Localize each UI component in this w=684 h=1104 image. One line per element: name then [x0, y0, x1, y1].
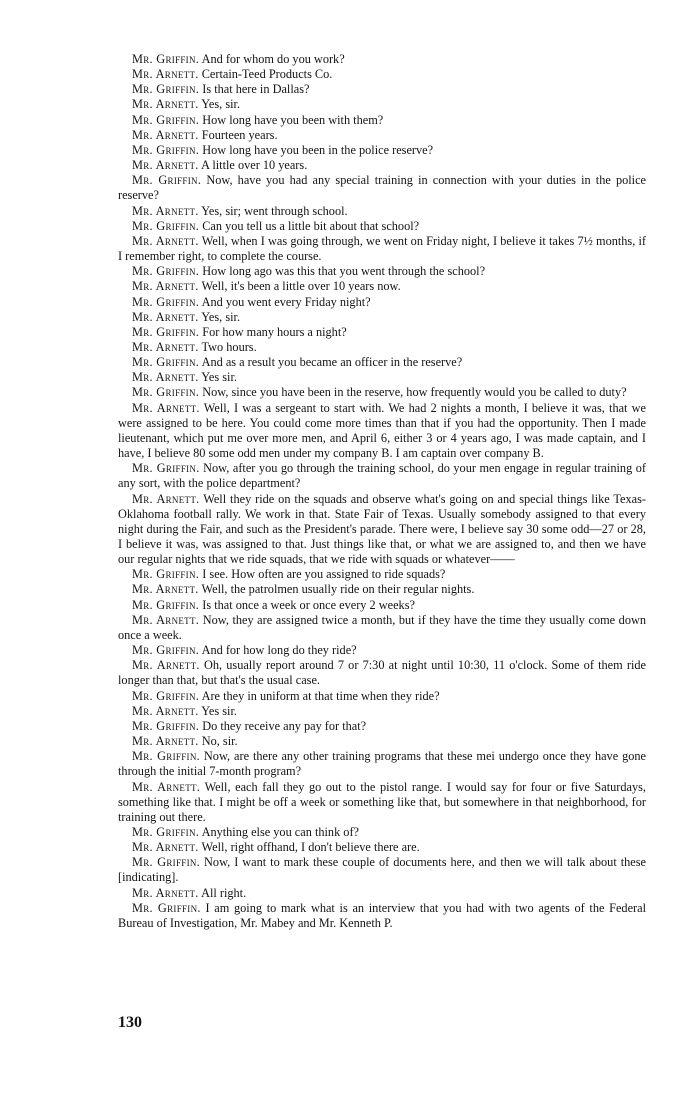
testimony-paragraph [118, 401, 646, 462]
speaker-label: Mr. Griffin. [132, 900, 201, 915]
testimony-paragraph [118, 492, 646, 568]
testimony-transcript [118, 52, 646, 931]
statement-text: Yes sir. [201, 703, 237, 718]
speaker-label: Mr. Arnett. [132, 840, 199, 855]
statement-text: How long have you been with them? [202, 112, 384, 127]
statement-text: For how many hours a night? [202, 324, 347, 339]
testimony-paragraph [118, 704, 646, 719]
speaker-label: Mr. Arnett. [132, 309, 199, 324]
speaker-label: Mr. Arnett. [132, 97, 199, 112]
testimony-paragraph [118, 295, 646, 310]
testimony-paragraph [118, 143, 646, 158]
speaker-label: Mr. Arnett. [132, 491, 200, 506]
testimony-paragraph [118, 52, 646, 67]
speaker-label: Mr. Griffin. [132, 355, 200, 370]
speaker-label: Mr. Arnett. [132, 233, 199, 248]
speaker-label: Mr. Griffin. [132, 264, 200, 279]
statement-text: Well they ride on the squads and observe what's going on and special things like Texas-Oklahoma football rally. We work in that. State Fair of Texas. Usually somebody assigned to that every night during the Fair, and such as the President's parade. There were, I believe say 30 some odd—27 or 28, I believe it was, was assigned to that. Just things like that, or what we are assigned to, and then we have our regular nights that we ride squads, that we ride with squads or whatever—— [118, 491, 647, 567]
statement-text: Certain-Teed Products Co. [201, 67, 333, 82]
statement-text: Well, I was a sergeant to start with. We had 2 nights a month, I believe it was, that we were assigned to be here. You could come more times than that if you had the opportunity. Then I made lieutenant, which put me over more men, and April 6, either 3 or 4 years ago, I was made captain, and I have, I believe 80 some odd men under my company B. I am captain over company B. [118, 400, 647, 461]
speaker-label: Mr. Arnett. [132, 885, 199, 900]
statement-text: A little over 10 years. [201, 158, 308, 173]
statement-text: No, sir. [201, 734, 238, 749]
speaker-label: Mr. Griffin. [132, 643, 200, 658]
speaker-label: Mr. Griffin. [132, 855, 201, 870]
testimony-paragraph [118, 128, 646, 143]
page-number: 130 [118, 1014, 142, 1031]
statement-text: Anything else you can think of? [201, 824, 359, 839]
testimony-paragraph [118, 325, 646, 340]
speaker-label: Mr. Griffin. [132, 461, 200, 476]
statement-text: Yes sir. [201, 370, 237, 385]
statement-text: Well, it's been a little over 10 years now. [201, 279, 401, 294]
statement-text: Do they receive any pay for that? [202, 718, 367, 733]
speaker-label: Mr. Arnett. [132, 127, 199, 142]
testimony-paragraph [118, 825, 646, 840]
speaker-label: Mr. Griffin. [132, 824, 200, 839]
statement-text: And you went every Friday night? [201, 294, 371, 309]
testimony-paragraph [118, 734, 646, 749]
testimony-paragraph [118, 461, 646, 491]
speaker-label: Mr. Arnett. [132, 779, 201, 794]
testimony-paragraph [118, 385, 646, 400]
testimony-paragraph [118, 780, 646, 825]
speaker-label: Mr. Arnett. [132, 158, 199, 173]
statement-text: Well, when I was going through, we went on Friday night, I believe it takes 7½ months, if I remember right, to complete the course. [118, 233, 646, 264]
statement-text: Now, they are assigned twice a month, but if they have the time they usually come down once a week. [118, 612, 646, 642]
speaker-label: Mr. Griffin. [132, 567, 200, 582]
statement-text: Fourteen years. [201, 127, 278, 142]
speaker-label: Mr. Griffin. [132, 718, 200, 733]
testimony-paragraph [118, 67, 646, 82]
testimony-paragraph [118, 204, 646, 219]
speaker-label: Mr. Arnett. [132, 703, 199, 718]
testimony-paragraph [118, 310, 646, 325]
statement-text: How long ago was this that you went through the school? [202, 264, 486, 279]
testimony-paragraph [118, 855, 646, 885]
statement-text: All right. [201, 885, 247, 900]
testimony-paragraph [118, 840, 646, 855]
testimony-paragraph [118, 158, 646, 173]
speaker-label: Mr. Arnett. [132, 370, 199, 385]
testimony-paragraph [118, 340, 646, 355]
speaker-label: Mr. Griffin. [132, 142, 200, 157]
speaker-label: Mr. Arnett. [132, 339, 199, 354]
statement-text: Now, after you go through the training school, do your men engage in regular training of any sort, with the police department? [118, 461, 647, 491]
testimony-paragraph [118, 901, 646, 931]
statement-text: Now, since you have been in the reserve, how frequently would you be called to duty? [202, 385, 627, 400]
speaker-label: Mr. Arnett. [132, 612, 200, 627]
testimony-paragraph [118, 82, 646, 97]
statement-text: How long have you been in the police reserve? [202, 142, 434, 157]
statement-text: Now, I want to mark these couple of documents here, and then we will talk about these [indicating]. [118, 855, 646, 885]
testimony-paragraph [118, 749, 646, 779]
statement-text: And for whom do you work? [201, 52, 345, 66]
statement-text: Well, the patrolmen usually ride on their regular nights. [201, 582, 475, 597]
statement-text: Two hours. [201, 339, 257, 354]
speaker-label: Mr. Griffin. [132, 385, 200, 400]
testimony-paragraph [118, 643, 646, 658]
statement-text: And for how long do they ride? [201, 643, 357, 658]
statement-text: Yes, sir. [201, 97, 241, 112]
speaker-label: Mr. Griffin. [132, 82, 200, 97]
testimony-paragraph [118, 279, 646, 294]
speaker-label: Mr. Arnett. [132, 67, 199, 82]
testimony-paragraph [118, 264, 646, 279]
testimony-paragraph [118, 113, 646, 128]
speaker-label: Mr. Arnett. [132, 658, 200, 673]
speaker-label: Mr. Griffin. [132, 112, 200, 127]
statement-text: I am going to mark what is an interview that you had with two agents of the Federal Bureau of Investigation, Mr. Mabey and Mr. Kenneth P. [118, 900, 646, 930]
testimony-paragraph [118, 370, 646, 385]
testimony-paragraph [118, 719, 646, 734]
testimony-paragraph [118, 567, 646, 582]
speaker-label: Mr. Griffin. [132, 597, 200, 612]
testimony-paragraph [118, 173, 646, 203]
speaker-label: Mr. Griffin. [132, 324, 200, 339]
speaker-label: Mr. Arnett. [132, 400, 200, 415]
testimony-paragraph [118, 658, 646, 688]
speaker-label: Mr. Griffin. [132, 218, 200, 233]
statement-text: Now, have you had any special training in connection with your duties in the police reserve? [118, 173, 646, 203]
testimony-paragraph [118, 613, 646, 643]
statement-text: Yes, sir; went through school. [201, 203, 348, 218]
statement-text: I see. How often are you assigned to ride squads? [202, 567, 446, 582]
statement-text: Well, each fall they go out to the pistol range. I would say for four or five Saturdays, something like that. I might be off a week or something like that, but somewhere in that neighborhood, for training out there. [118, 779, 646, 824]
speaker-label: Mr. Griffin. [132, 688, 200, 703]
statement-text: Well, right offhand, I don't believe there are. [201, 840, 420, 855]
testimony-paragraph [118, 598, 646, 613]
speaker-label: Mr. Arnett. [132, 582, 199, 597]
testimony-paragraph [118, 355, 646, 370]
speaker-label: Mr. Griffin. [132, 749, 200, 764]
speaker-label: Mr. Griffin. [132, 173, 202, 188]
statement-text: Yes, sir. [201, 309, 241, 324]
testimony-paragraph [118, 219, 646, 234]
speaker-label: Mr. Arnett. [132, 734, 199, 749]
statement-text: And as a result you became an officer in the reserve? [201, 355, 463, 370]
testimony-paragraph [118, 97, 646, 112]
speaker-label: Mr. Griffin. [132, 294, 200, 309]
testimony-paragraph [118, 234, 646, 264]
speaker-label: Mr. Arnett. [132, 279, 199, 294]
testimony-paragraph [118, 582, 646, 597]
statement-text: Are they in uniform at that time when they ride? [201, 688, 440, 703]
speaker-label: Mr. Griffin. [132, 52, 200, 66]
statement-text: Oh, usually report around 7 or 7:30 at night until 10:30, 11 o'clock. Some of them ride longer than that, but that's the usual case. [118, 658, 646, 688]
statement-text: Is that here in Dallas? [202, 82, 310, 97]
statement-text: Can you tell us a little bit about that school? [202, 218, 420, 233]
testimony-paragraph [118, 886, 646, 901]
speaker-label: Mr. Arnett. [132, 203, 199, 218]
statement-text: Is that once a week or once every 2 weeks? [202, 597, 415, 612]
statement-text: Now, are there any other training programs that these mei undergo once they have gone through the initial 7-month program? [118, 749, 646, 779]
testimony-paragraph [118, 689, 646, 704]
